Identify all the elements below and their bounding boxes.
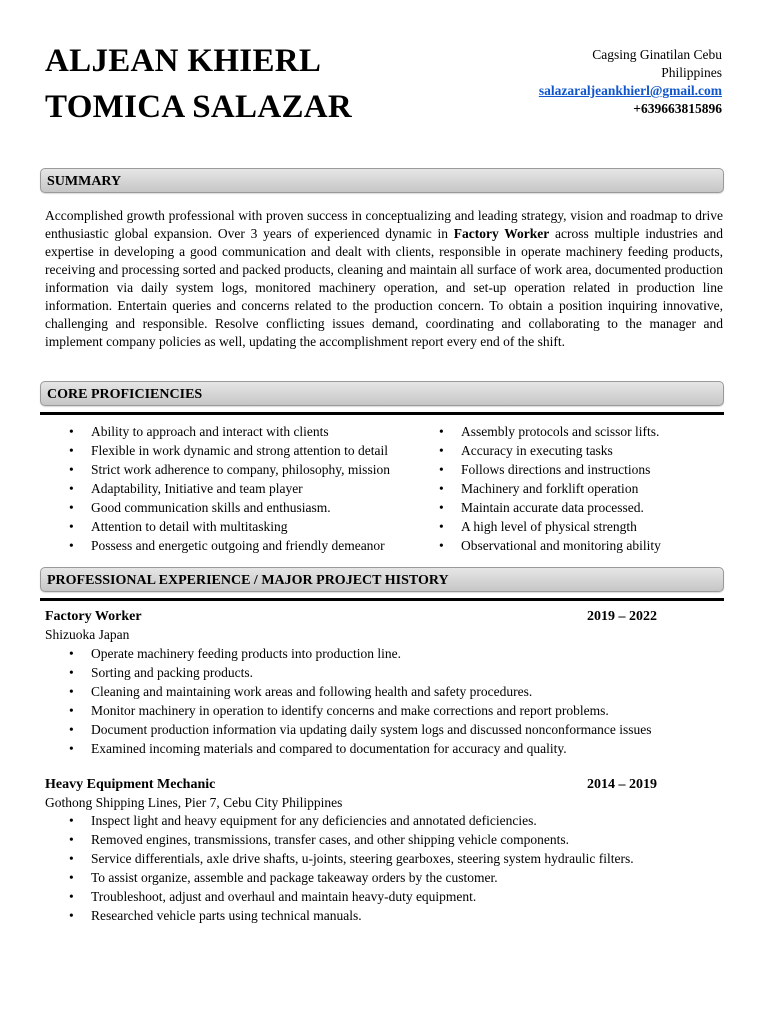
job-duties-list: [91, 811, 634, 925]
name-line-1: ALJEAN KHIERL: [45, 43, 322, 79]
contact-block: [539, 46, 722, 118]
list-item: • Observational and monitoring ability: [461, 536, 661, 555]
list-item: • Maintain accurate data processed.: [461, 498, 661, 517]
job-company: Gothong Shipping Lines, Pier 7, Cebu City Philippines: [45, 795, 343, 810]
summary-heading: SUMMARY: [40, 168, 724, 193]
summary-text-bold: Factory Worker: [453, 226, 550, 241]
proficiencies-heading: CORE PROFICIENCIES: [40, 381, 724, 406]
list-item: • Strict work adherence to company, philosophy, mission: [91, 460, 390, 479]
experience-heading: PROFESSIONAL EXPERIENCE / MAJOR PROJECT HISTORY: [40, 567, 724, 592]
job-title: Factory Worker: [45, 609, 142, 624]
proficiencies-right-list: [461, 422, 661, 555]
list-item: • Examined incoming materials and compared to documentation for accuracy and quality.: [91, 739, 652, 758]
name-line-2: TOMICA SALAZAR: [45, 89, 353, 125]
list-item: • Accuracy in executing tasks: [461, 441, 661, 460]
section-divider: [40, 598, 724, 601]
list-item: • Operate machinery feeding products into production line.: [91, 644, 652, 663]
list-item: • Sorting and packing products.: [91, 663, 652, 682]
phone-number: +639663815896: [633, 101, 722, 116]
list-item: • Attention to detail with multitasking: [91, 517, 390, 536]
job-dates: 2014 – 2019: [587, 777, 657, 792]
list-item: • Good communication skills and enthusiasm.: [91, 498, 390, 517]
list-item: • To assist organize, assemble and package takeaway orders by the customer.: [91, 868, 634, 887]
job-dates: 2019 – 2022: [587, 609, 657, 624]
list-item: • Ability to approach and interact with clients: [91, 422, 390, 441]
job-title: Heavy Equipment Mechanic: [45, 777, 216, 792]
list-item: • Follows directions and instructions: [461, 460, 661, 479]
address-line-2: Philippines: [661, 65, 722, 80]
email-link[interactable]: salazaraljeankhierl@gmail.com: [538, 83, 722, 98]
list-item: • Service differentials, axle drive shafts, u-joints, steering gearboxes, steering system hydraulic filters.: [91, 849, 634, 868]
job-duties-list: [91, 644, 652, 758]
list-item: • Researched vehicle parts using technical manuals.: [91, 906, 634, 925]
list-item: • Possess and energetic outgoing and friendly demeanor: [91, 536, 390, 555]
list-item: • Assembly protocols and scissor lifts.: [461, 422, 661, 441]
list-item: • Inspect light and heavy equipment for any deficiencies and annotated deficiencies.: [91, 811, 634, 830]
list-item: • Adaptability, Initiative and team player: [91, 479, 390, 498]
summary-text-part-2: across multiple industries and expertise in developing a good communication and dealt with clients, responsible in operate machinery feeding products, receiving and processing sorted and packed products, cleaning and maintain all surface of work area, documented production information via daily system logs, monitored machinery operation, and set-up operation related in production line information. Entertain queries and concerns related to the production concern. To obtain a position inquiring innovative, challenging and responsible. Resolve conflicting issues demand, coordinating and collaborating to the manager and implement company policies as well, updating the accomplishment report every end of the shift.: [45, 226, 723, 349]
list-item: • Troubleshoot, adjust and overhaul and maintain heavy-duty equipment.: [91, 887, 634, 906]
candidate-name: [45, 38, 352, 130]
list-item: • Removed engines, transmissions, transfer cases, and other shipping vehicle components.: [91, 830, 634, 849]
proficiencies-left-list: [91, 422, 390, 555]
list-item: • Flexible in work dynamic and strong attention to detail: [91, 441, 390, 460]
list-item: • Cleaning and maintaining work areas and following health and safety procedures.: [91, 682, 652, 701]
summary-text-part-1: Accomplished growth professional with proven success in conceptualizing and leading strategy, vision and roadmap to drive enthusiastic global expansion. Over 3 years of experienced dynamic in: [45, 208, 723, 241]
section-divider: [40, 412, 724, 415]
job-company: Shizuoka Japan: [45, 627, 130, 642]
address-line-1: Cagsing Ginatilan Cebu: [592, 47, 722, 62]
summary-text: [45, 207, 723, 351]
list-item: • Machinery and forklift operation: [461, 479, 661, 498]
list-item: • Document production information via updating daily system logs and discussed nonconformance issues: [91, 720, 652, 739]
list-item: • A high level of physical strength: [461, 517, 661, 536]
list-item: • Monitor machinery in operation to identify concerns and make corrections and report problems.: [91, 701, 652, 720]
